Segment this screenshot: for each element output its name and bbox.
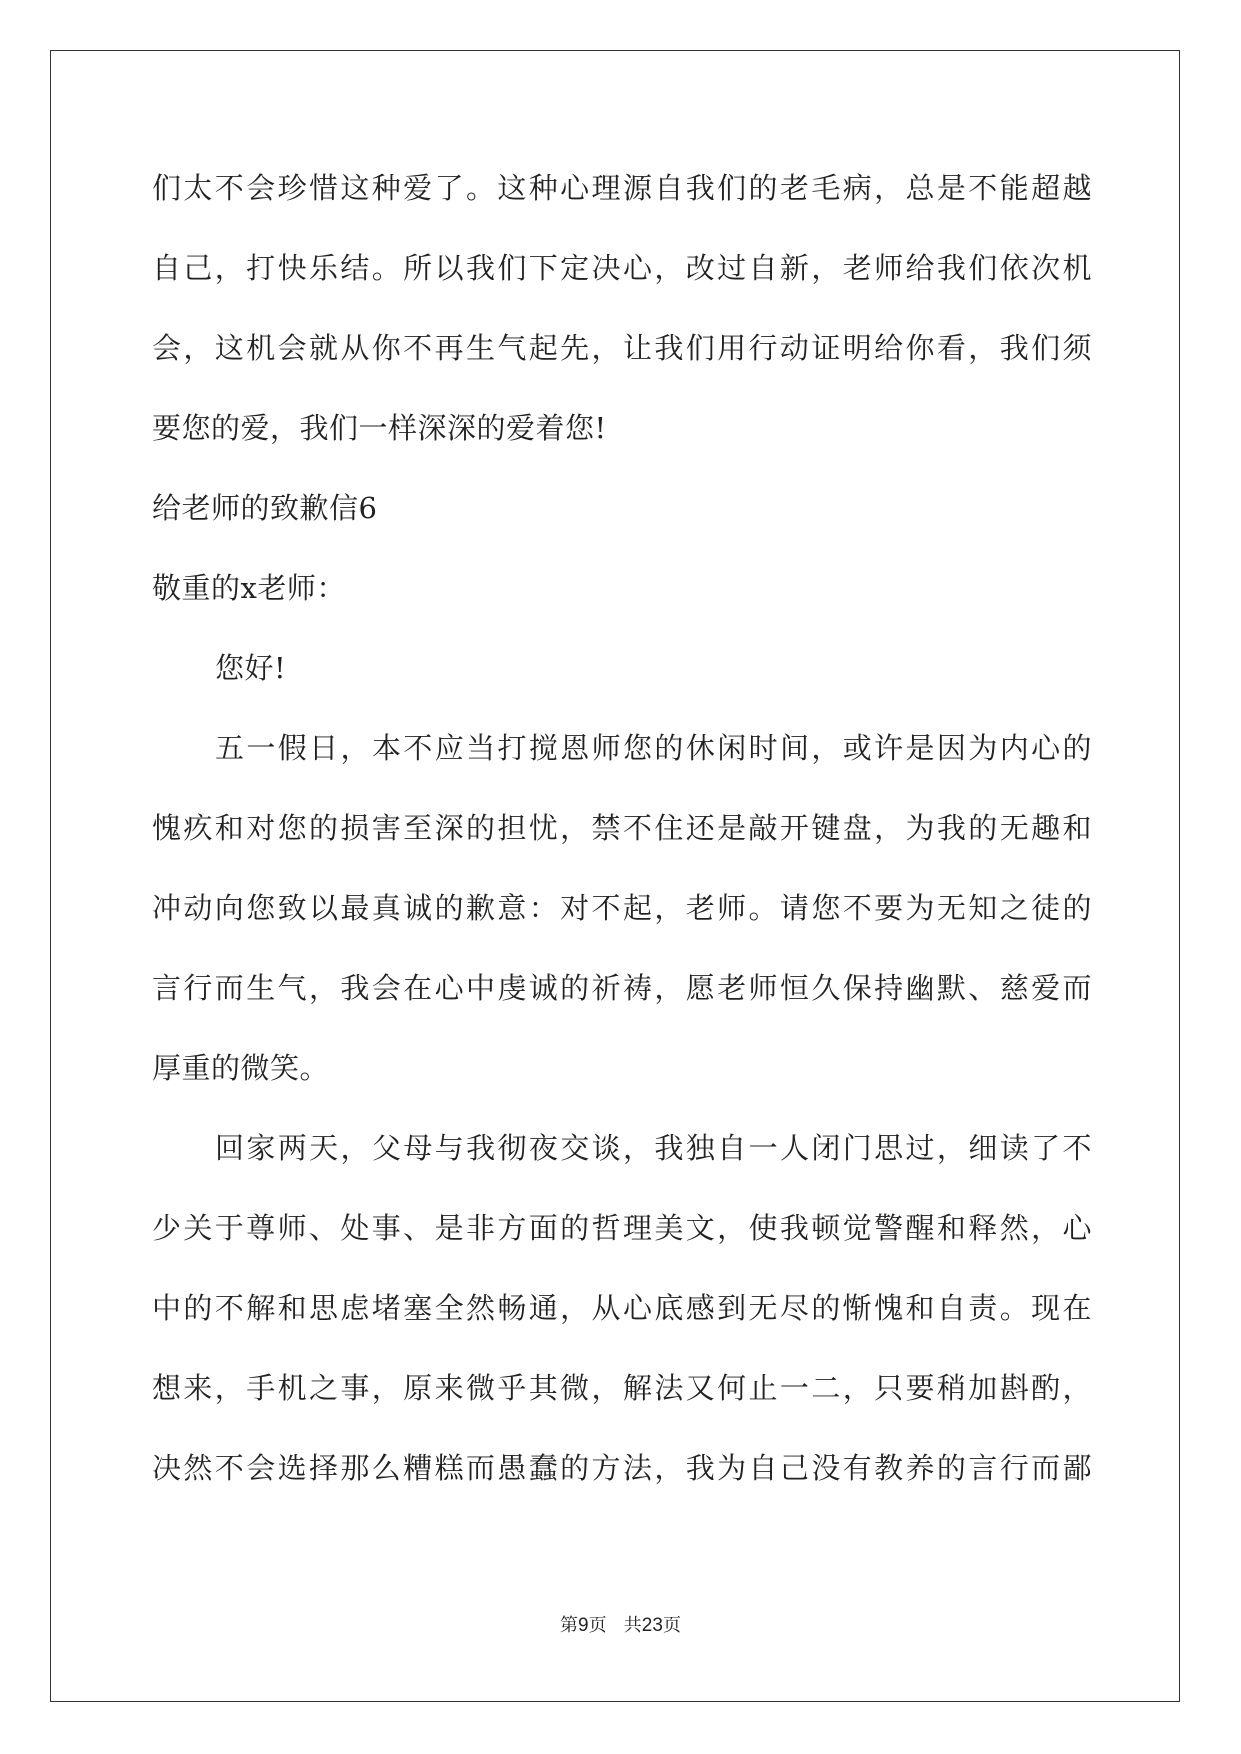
- paragraph-line: 愧疚和对您的损害至深的担忧，禁不住还是敲开键盘，为我的无趣和: [152, 811, 1092, 845]
- paragraph-line: 厚重的微笑。: [152, 1051, 330, 1085]
- salutation: 敬重的x老师：: [152, 571, 346, 605]
- total-suffix: 页: [662, 1615, 681, 1636]
- paragraph-line: 们太不会珍惜这种爱了。这种心理源自我们的老毛病，总是不能超越: [152, 171, 1092, 205]
- greeting: 您好!: [215, 651, 287, 685]
- paragraph-line: 会，这机会就从你不再生气起先，让我们用行动证明给你看，我们须: [152, 331, 1092, 365]
- paragraph-line: 决然不会选择那么糟糕而愚蠢的方法，我为自己没有教养的言行而鄙: [152, 1451, 1092, 1485]
- paragraph-line: 五一假日，本不应当打搅恩师您的休闲时间，或许是因为内心的: [215, 731, 1092, 765]
- paragraph-line: 言行而生气，我会在心中虔诚的祈祷，愿老师恒久保持幽默、慈爱而: [152, 971, 1092, 1005]
- paragraph-line: 自己，打快乐结。所以我们下定决心，改过自新，老师给我们依次机: [152, 251, 1092, 285]
- page-suffix: 页: [588, 1615, 607, 1636]
- paragraph-line: 少关于尊师、处事、是非方面的哲理美文，使我顿觉警醒和释然，心: [152, 1211, 1092, 1245]
- page-footer: [0, 1614, 1241, 1638]
- paragraph-line: 想来，手机之事，原来微乎其微，解法又何止一二，只要稍加斟酌，: [152, 1371, 1092, 1405]
- paragraph-line: 冲动向您致以最真诚的歉意：对不起，老师。请您不要为无知之徒的: [152, 891, 1092, 925]
- letter-heading: 给老师的致歉信6: [152, 491, 378, 525]
- total-pages: 23: [641, 1615, 663, 1636]
- paragraph-line: 要您的爱，我们一样深深的爱着您!: [152, 411, 607, 445]
- paragraph-line: 中的不解和思虑堵塞全然畅通，从心底感到无尽的惭愧和自责。现在: [152, 1291, 1092, 1325]
- page-number: 9: [578, 1615, 589, 1636]
- total-prefix: 共: [623, 1615, 642, 1636]
- page-prefix: 第: [560, 1615, 579, 1636]
- paragraph-line: 回家两天，父母与我彻夜交谈，我独自一人闭门思过，细读了不: [215, 1131, 1092, 1165]
